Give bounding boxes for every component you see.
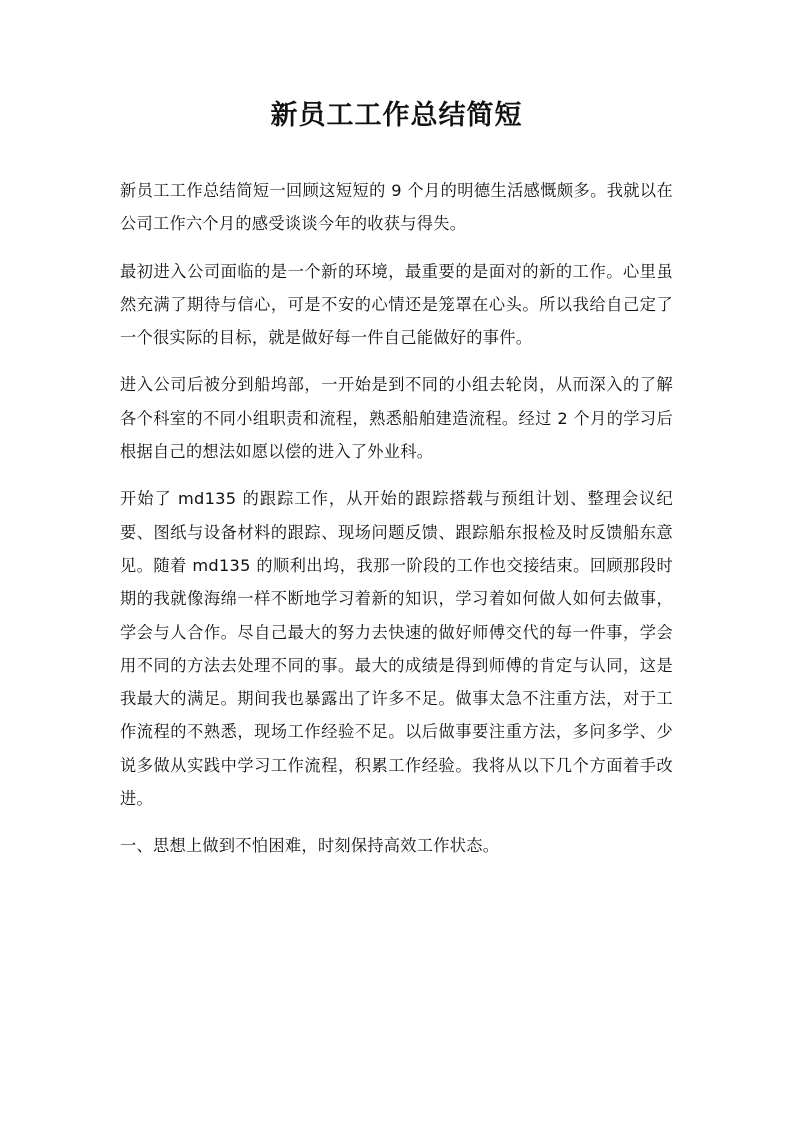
paragraph-improvement-one: 一、思想上做到不怕困难，时刻保持高效工作状态。	[120, 836, 500, 856]
paragraph-initial-entry: 最初进入公司面临的是一个新的环境，最重要的是面对的新的工作。心里虽然充满了期待与信心，可是不安的心情还是笼罩在心头。所以我给自己定了一个很实际的目标，就是做好每一件自己能做好的事件。	[120, 261, 673, 348]
paragraph-dock-department: 进入公司后被分到船坞部，一开始是到不同的小组去轮岗，从而深入的了解各个科室的不同小组职责和流程，熟悉船舶建造流程。经过 2 个月的学习后根据自己的想法如愿以偿的进入了外业科。	[120, 375, 673, 462]
paragraph-intro: 新员工工作总结简短一回顾这短短的 9 个月的明德生活感慨颇多。我就以在公司工作六个月的感受谈谈今年的收获与得失。	[120, 181, 673, 234]
paragraph-md135-work: 开始了 md135 的跟踪工作，从开始的跟踪搭载与预组计划、整理会议纪要、图纸与设备材料的跟踪、现场问题反馈、跟踪船东报检及时反馈船东意见。随着 md135 的顺利出坞，我那一阶段的工作也交接结束。回顾那段时期的我就像海绵一样不断地学习着新的知识，学习着如何做人如何去做事，学会与人合作。尽自己最大的努力去快速的做好师傅交代的每一件事，学会用不同的方法去处理不同的事。最大的成绩是得到师傅的肯定与认同，这是我最大的满足。期间我也暴露出了许多不足。做事太急不注重方法，对于工作流程的不熟悉，现场工作经验不足。以后做事要注重方法，多问多学、少说多做从实践中学习工作流程，积累工作经验。我将从以下几个方面着手改进。	[120, 489, 673, 809]
document-title: 新员工工作总结简短	[270, 100, 523, 131]
